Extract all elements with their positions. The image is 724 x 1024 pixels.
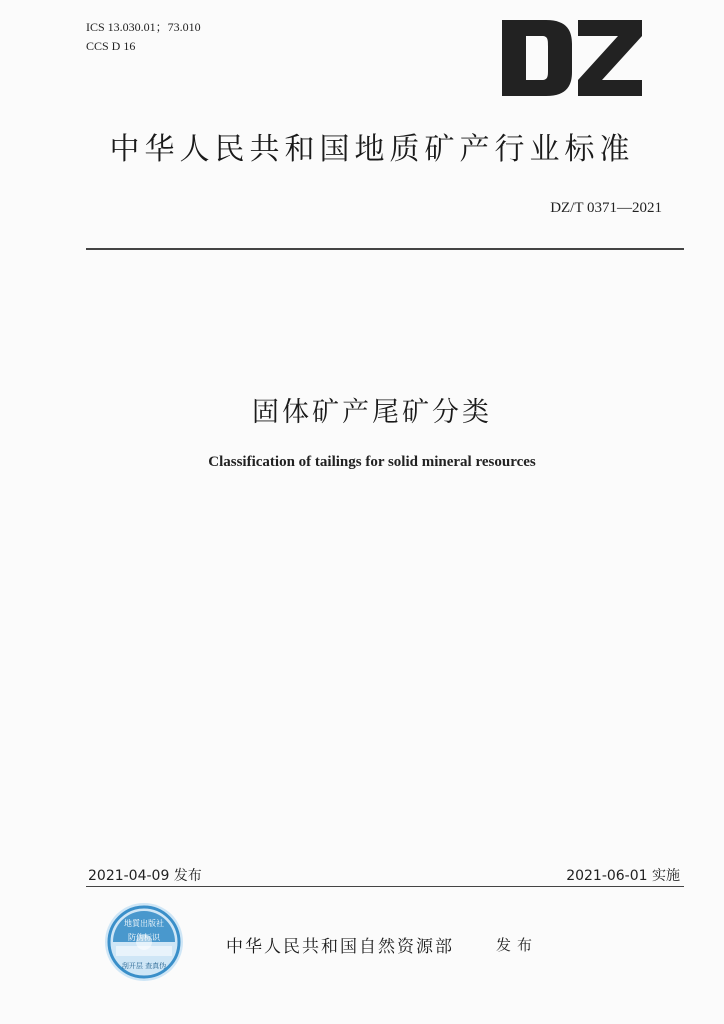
header-divider (86, 248, 684, 250)
seal-bottom-text: 刮开层 查真伪 (121, 962, 167, 970)
ics-code: ICS 13.030.01；73.010 (86, 20, 201, 34)
document-title-en: Classification of tailings for solid mineral resources (208, 454, 536, 470)
effective-date: 2021-06-01 实施 (566, 868, 680, 884)
seal-top-text: 地質出版社 (124, 919, 164, 928)
anti-counterfeit-seal (104, 902, 184, 982)
classification-codes (86, 18, 201, 56)
standard-number: DZ/T 0371—2021 (550, 200, 662, 216)
dz-logo (502, 20, 642, 96)
seal-mid-text: 防伪标识 (128, 933, 160, 942)
document-title-cn: 固体矿产尾矿分类 (252, 397, 492, 428)
issue-label: 发布 (496, 936, 539, 954)
ccs-code: CCS D 16 (86, 39, 136, 53)
industry-standard-title: 中华人民共和国地质矿产行业标准 (109, 132, 635, 167)
footer-divider (86, 886, 684, 887)
publish-date: 2021-04-09 发布 (88, 868, 202, 884)
issuing-authority: 中华人民共和国自然资源部 (226, 937, 454, 957)
